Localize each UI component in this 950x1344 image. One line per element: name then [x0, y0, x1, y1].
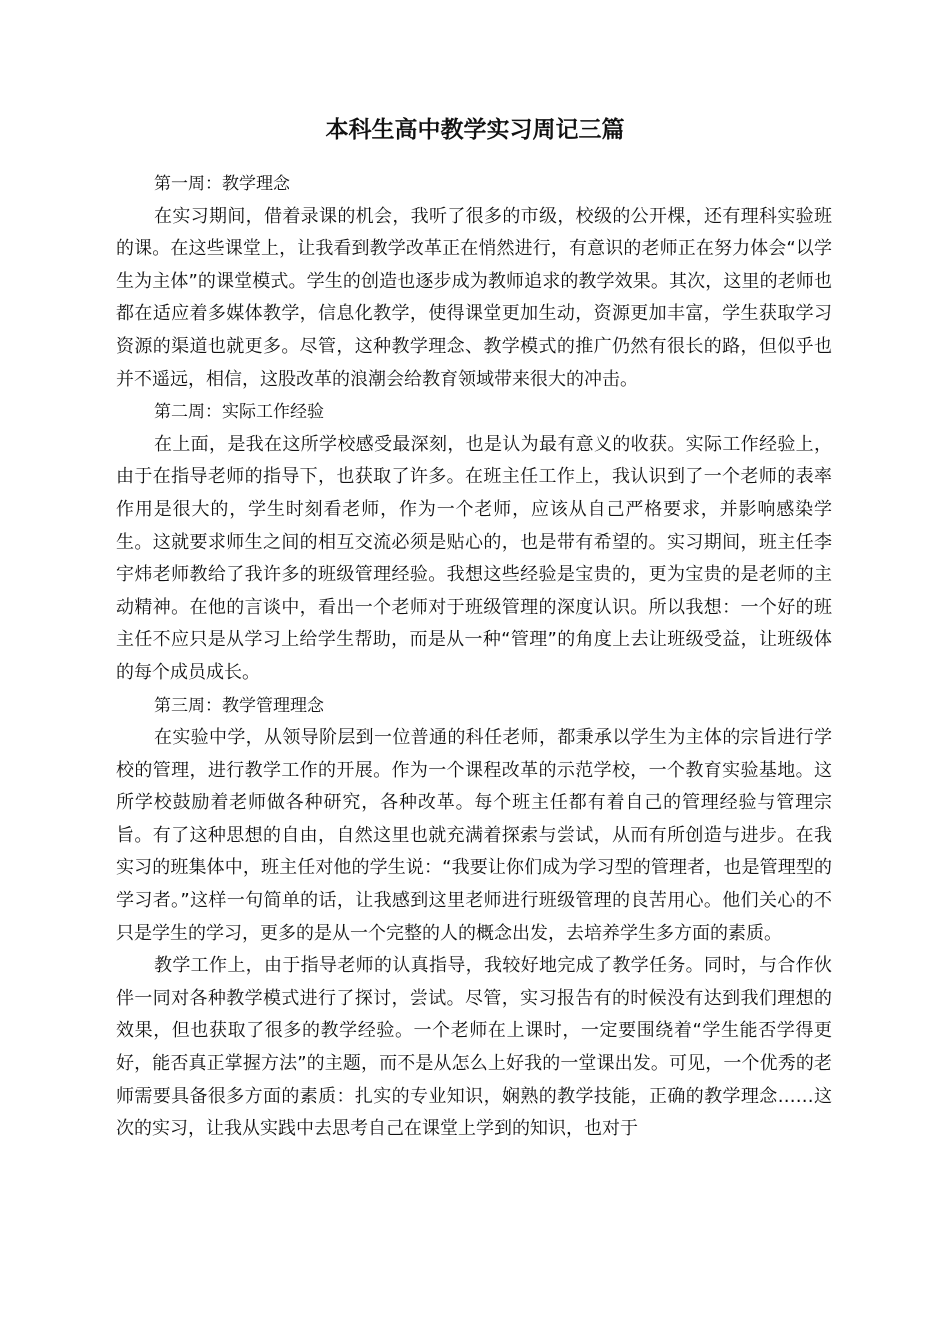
week3-paragraph-2: 教学工作上，由于指导老师的认真指导，我较好地完成了教学任务。同时，与合作伙伴一同对各种教学模式进行了探讨，尝试。尽管，实习报告有的时候没有达到我们理想的效果，但也获取了很多的教学经验。一个老师在上课时，一定要围绕着“学生能否学得更好，能否真正掌握方法”的主题，而不是从怎么上好我的一堂课出发。可见，一个优秀的老师需要具备很多方面的素质：扎实的专业知识，娴熟的教学技能，正确的教学理念……这次的实习，让我从实践中去思考自己在课堂上学到的知识，也对于: [116, 955, 832, 1140]
week3-heading: 第三周：教学管理理念: [154, 695, 324, 716]
document-body: [116, 168, 832, 1146]
week2-heading: 第二周：实际工作经验: [154, 402, 324, 423]
week1-heading: 第一周：教学理念: [154, 174, 290, 194]
week2-paragraph: 在上面，是我在这所学校感受最深刻，也是认为最有意义的收获。实际工作经验上，由于在指导老师的指导下，也获取了许多。在班主任工作上，我认识到了一个老师的表率作用是很大的，学生时刻看老师，作为一个老师，应该从自己严格要求，并影响感染学生。这就要求师生之间的相互交流必须是贴心的，也是带有希望的。实习期间，班主任李宇炜老师教给了我许多的班级管理经验。我想这些经验是宝贵的，更为宝贵的是老师的主动精神。在他的言谈中，看出一个老师对于班级管理的深度认识。所以我想：一个好的班主任不应只是从学习上给学生帮助，而是从一种“管理”的角度上去让班级受益，让班级体的每个成员成长。: [116, 433, 832, 683]
week1-paragraph: 在实习期间，借着录课的机会，我听了很多的市级，校级的公开棵，还有理科实验班的课。在这些课堂上，让我看到教学改革正在悄然进行，有意识的老师正在努力体会“以学生为主体”的课堂模式。学生的创造也逐步成为教师追求的教学效果。其次，这里的老师也都在适应着多媒体教学，信息化教学，使得课堂更加生动，资源更加丰富，学生获取学习资源的渠道也就更多。尽管，这种教学理念、教学模式的推广仍然有很长的路，但似乎也并不遥远，相信，这股改革的浪潮会给教育领域带来很大的冲击。: [116, 205, 832, 390]
week3-paragraph-1: 在实验中学，从领导阶层到一位普通的科任老师，都秉承以学生为主体的宗旨进行学校的管理，进行教学工作的开展。作为一个课程改革的示范学校，一个教育实验基地。这所学校鼓励着老师做各种研究，各种改革。每个班主任都有着自己的管理经验与管理宗旨。有了这种思想的自由，自然这里也就充满着探索与尝试，从而有所创造与进步。在我实习的班集体中，班主任对他的学生说：“我要让你们成为学习型的管理者，也是管理型的学习者。”这样一句简单的话，让我感到这里老师进行班级管理的良苦用心。他们关心的不只是学生的学习，更多的是从一个完整的人的概念出发，去培养学生多方面的素质。: [116, 727, 832, 944]
document-title: 本科生高中教学实习周记三篇: [325, 117, 625, 143]
